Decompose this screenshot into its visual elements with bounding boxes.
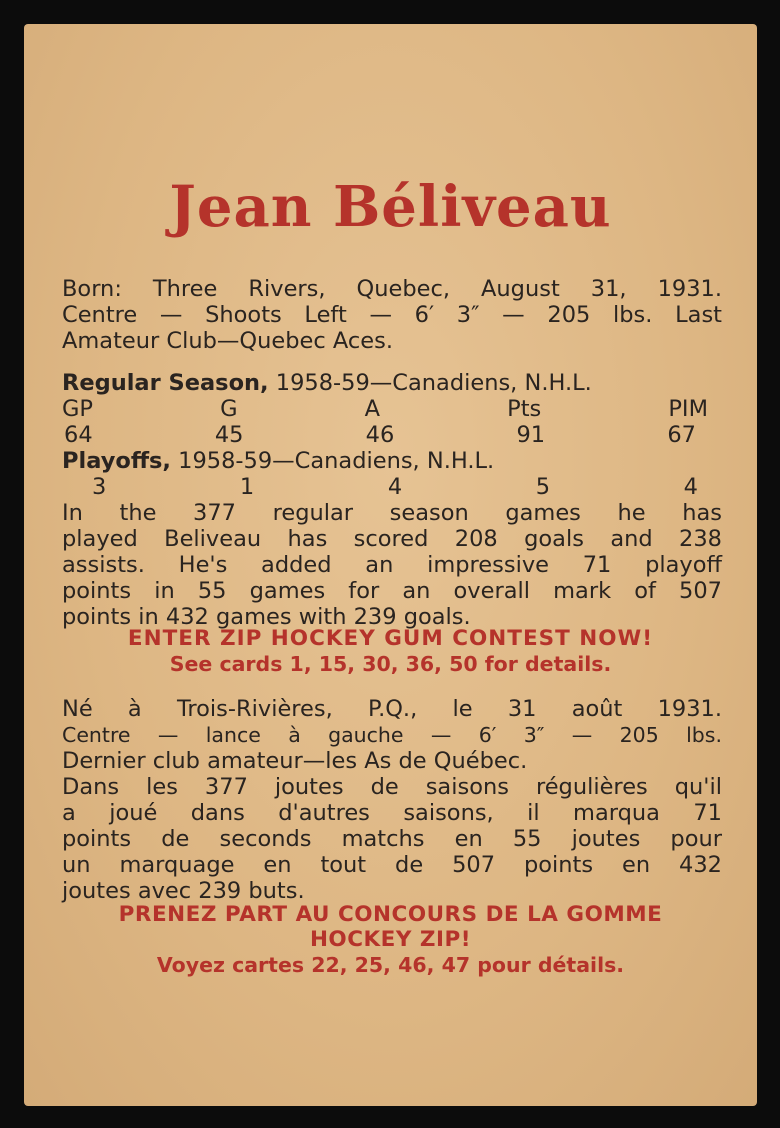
stat-value: 67 (667, 422, 696, 448)
french-contest-details: Voyez cartes 22, 25, 46, 47 pour détails. (156, 953, 625, 977)
french-line: un marquage en tout de 507 points en 432 (62, 852, 722, 878)
contest-details: See cards 1, 15, 30, 36, 50 for details. (169, 652, 612, 676)
summary-line: played Beliveau has scored 208 goals and 238 (62, 526, 722, 552)
playoff-stats-row (92, 474, 698, 500)
regular-stats-row (64, 422, 696, 448)
french-line: points de seconds matchs en 55 joutes pour (62, 826, 722, 852)
stat-value: 3 (92, 474, 107, 500)
summary-line: In the 377 regular season games he has (62, 500, 722, 526)
stat-header: GP (62, 396, 94, 422)
summary-line: assists. He's added an impressive 71 playoff (62, 552, 722, 578)
bio-line: Amateur Club—Quebec Aces. (62, 328, 393, 354)
stat-headers-row (62, 396, 708, 422)
french-line: Né à Trois-Rivières, P.Q., le 31 août 1931. (62, 696, 722, 722)
stat-value: 4 (387, 474, 403, 500)
summary-line: points in 55 games for an overall mark of 507 (62, 578, 722, 604)
french-contest-promo-brand: HOCKEY ZIP! (309, 927, 472, 952)
french-line: Centre — lance à gauche — 6′ 3″ — 205 lbs. (62, 723, 722, 747)
french-contest-promo: PRENEZ PART AU CONCOURS DE LA GOMME (118, 902, 663, 927)
french-line: Dernier club amateur—les As de Québec. (62, 748, 528, 774)
regular-season-heading (62, 370, 722, 396)
stat-header: A (364, 396, 381, 422)
bio-line: Centre — Shoots Left — 6′ 3″ — 205 lbs. Last (62, 302, 722, 328)
stat-header: PIM (668, 396, 708, 422)
bio-line: Born: Three Rivers, Quebec, August 31, 1931. (62, 276, 722, 302)
stat-value: 91 (516, 422, 546, 448)
playoffs-label: Playoffs, (62, 448, 171, 474)
summary-line: points in 432 games with 239 goals. (62, 604, 471, 630)
stat-value: 46 (365, 422, 395, 448)
playoffs-team: 1958-59—Canadiens, N.H.L. (178, 448, 495, 474)
regular-season-team: 1958-59—Canadiens, N.H.L. (275, 370, 592, 396)
french-line: Dans les 377 joutes de saisons régulières qu'il (62, 774, 722, 800)
playoffs-heading (62, 448, 722, 474)
stat-value: 4 (683, 474, 698, 500)
french-line: joutes avec 239 buts. (62, 878, 305, 904)
stat-value: 5 (535, 474, 551, 500)
stat-value: 1 (239, 474, 255, 500)
trading-card-back (24, 24, 757, 1106)
contest-promo: ENTER ZIP HOCKEY GUM CONTEST NOW! (127, 626, 654, 651)
stat-header: G (220, 396, 238, 422)
stat-value: 64 (64, 422, 93, 448)
stat-value: 45 (214, 422, 244, 448)
player-name: Jean Béliveau (169, 174, 612, 240)
stat-header: Pts (507, 396, 542, 422)
regular-season-label: Regular Season, (62, 370, 269, 396)
french-line: a joué dans d'autres saisons, il marqua 71 (62, 800, 722, 826)
